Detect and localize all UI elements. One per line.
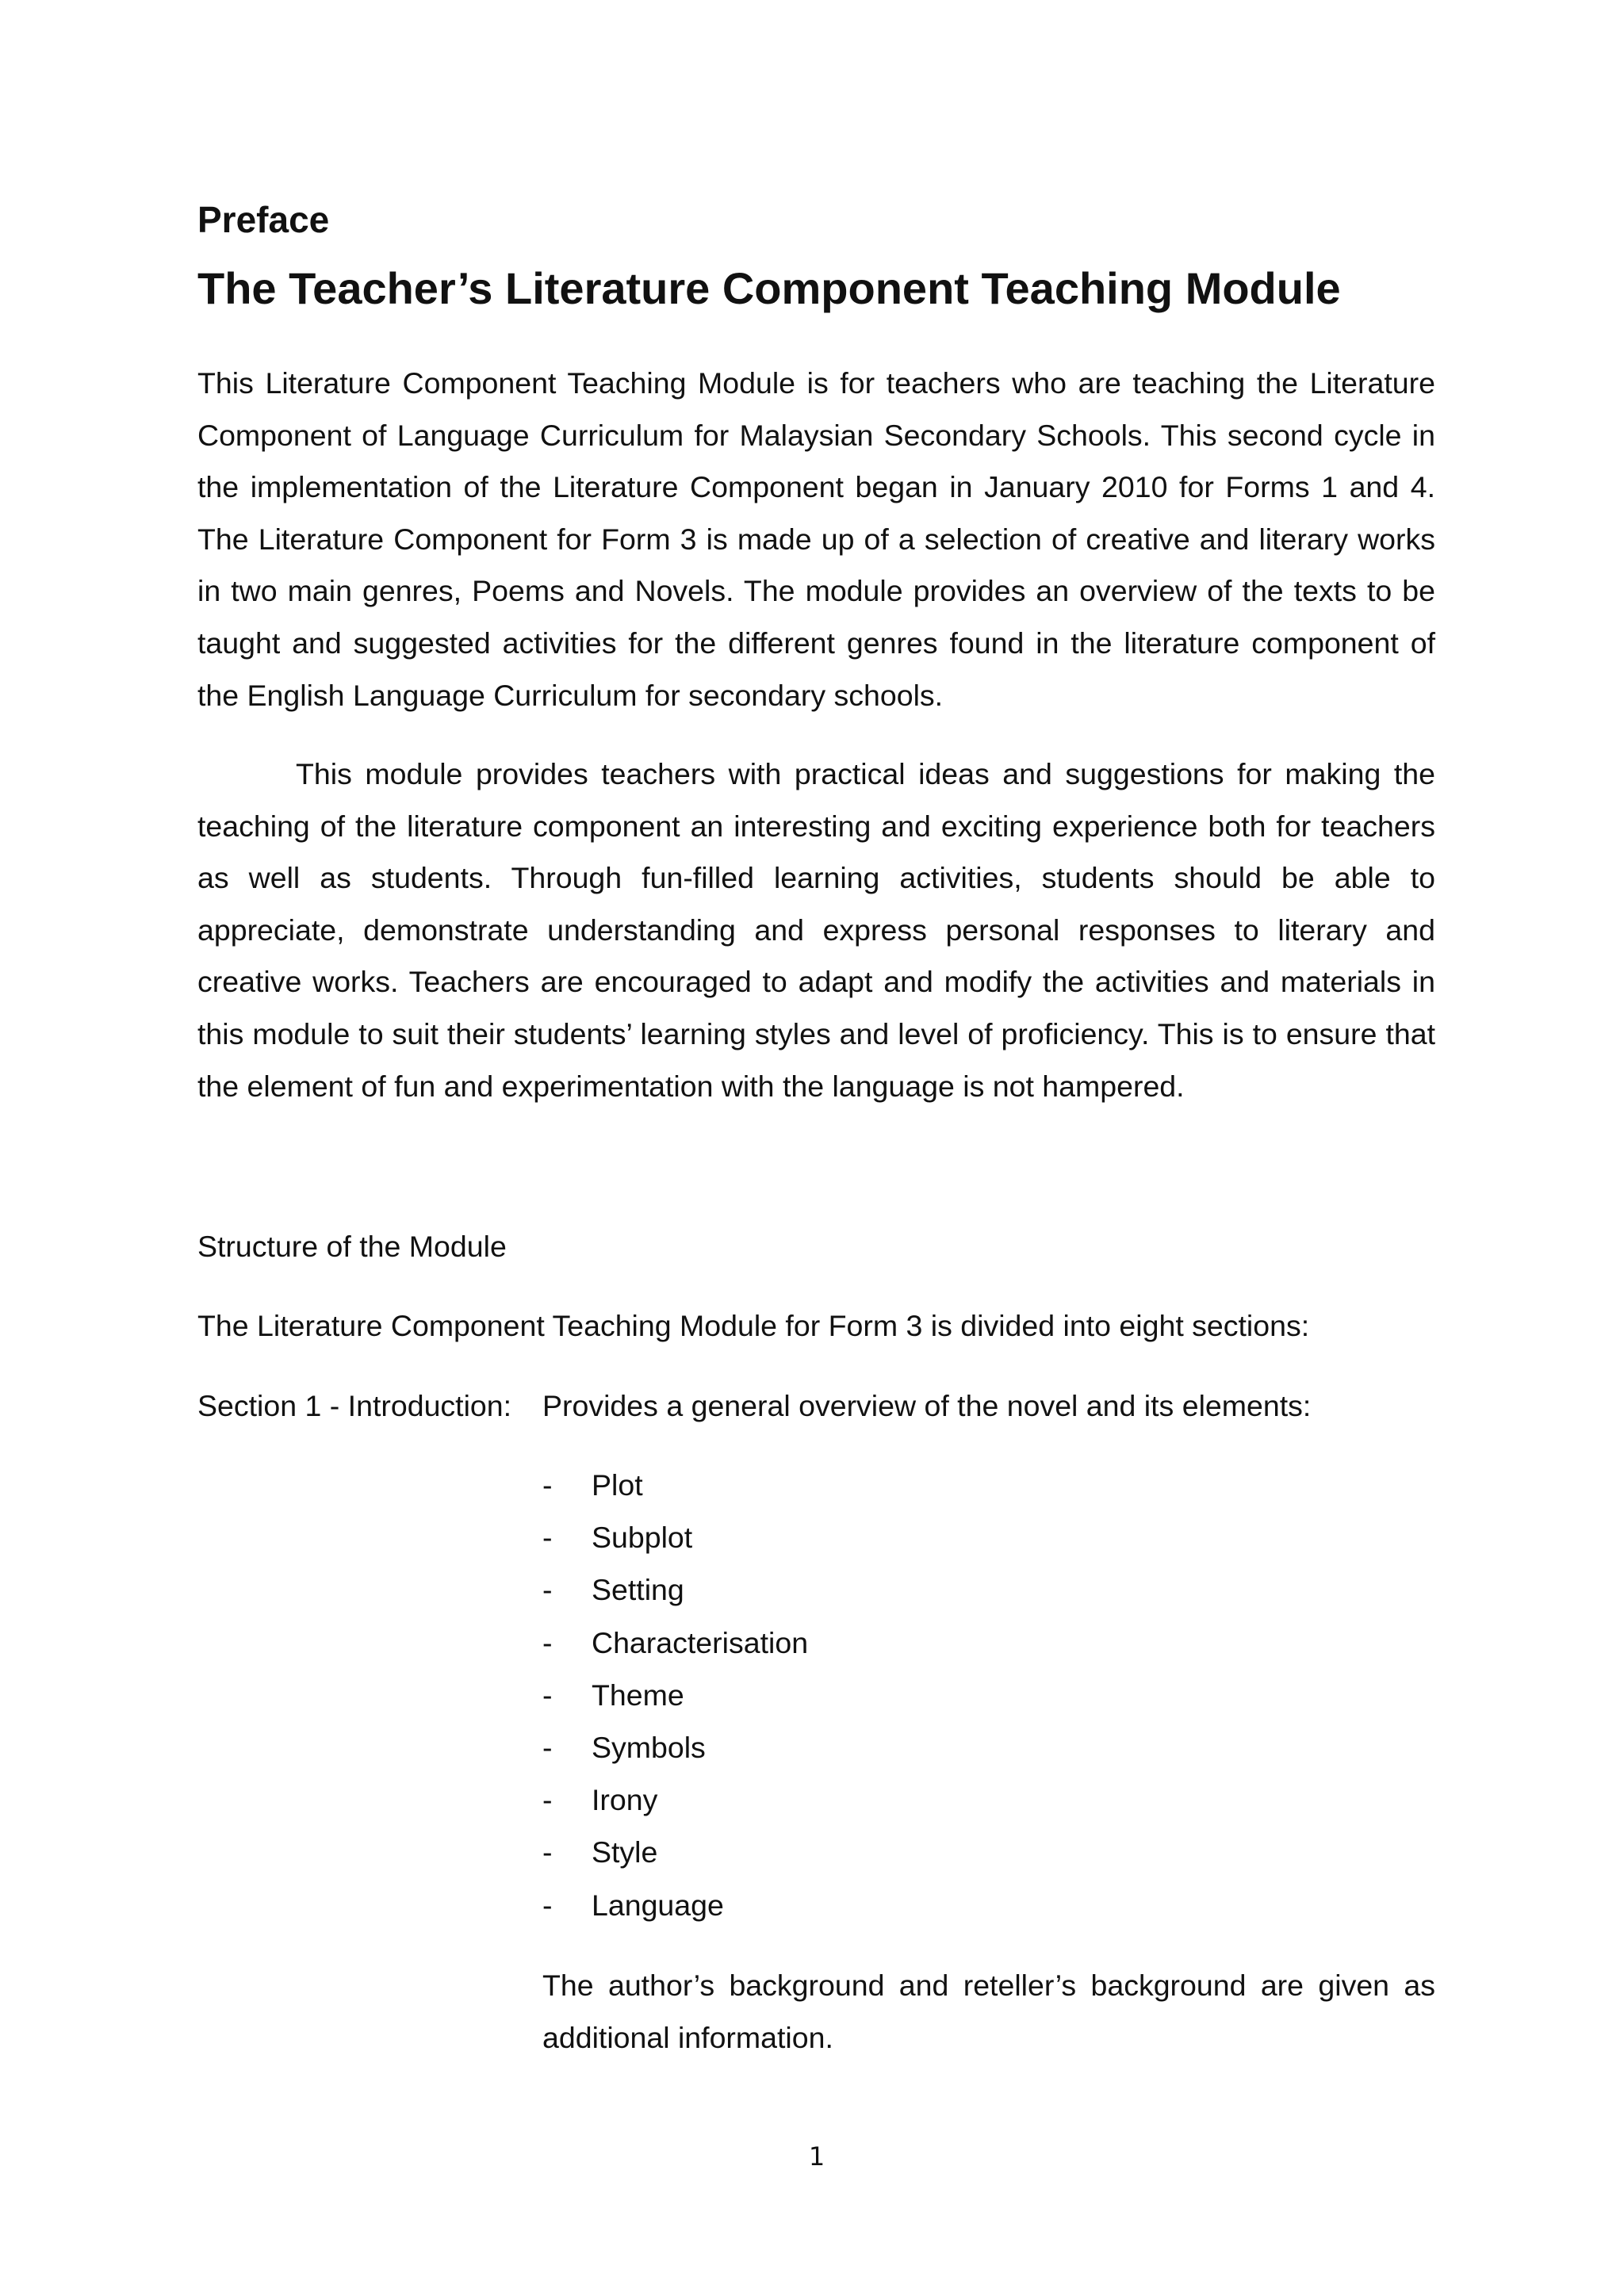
list-item-text: Irony [592,1783,658,1817]
list-item-text: Plot [592,1468,643,1502]
section-1-label: Section 1 - Introduction: [197,1389,512,1422]
page-number: 1 [808,2141,825,2172]
list-item-text: Language [592,1888,724,1922]
section-1-description: Provides a general overview of the novel and its elements: [542,1389,1312,1422]
structure-heading: Structure of the Module [197,1230,507,1263]
page-title: The Teacher’s Literature Component Teaching Module [197,263,1341,313]
list-item-text: Theme [592,1678,684,1712]
dash-bullet: - [542,1625,553,1659]
dash-bullet: - [542,1521,553,1555]
background-note: The author’s background and reteller’s background are given as additional information. [542,1969,1435,2054]
list-item-text: Setting [592,1573,684,1607]
dash-bullet: - [542,1730,553,1764]
purpose-paragraph: This module provides teachers with practical ideas and suggestions for making the teaching of the literature component an interesting and exciting experience both for teachers as well as students. Through fun-filled learning activities, students should be able to appreciate, demonstrate understanding and express personal responses to literary and creative works. Teachers are encouraged to adapt and modify the activities and materials in this module to suit their students’ learning styles and level of proficiency. This is to ensure that the element of fun and experimentation with the language is not hampered. [197,757,1435,1103]
dash-bullet: - [542,1468,553,1502]
list-item-text: Style [592,1835,658,1869]
dash-bullet: - [542,1573,553,1607]
list-item-text: Symbols [592,1730,706,1764]
preface-heading: Preface [197,199,330,240]
list-item-text: Characterisation [592,1625,809,1659]
dash-bullet: - [542,1888,553,1922]
dash-bullet: - [542,1835,553,1869]
dash-bullet: - [542,1678,553,1712]
structure-intro: The Literature Component Teaching Module for Form 3 is divided into eight sections: [197,1309,1310,1342]
dash-bullet: - [542,1783,553,1817]
list-item-text: Subplot [592,1521,693,1555]
intro-paragraph: This Literature Component Teaching Module is for teachers who are teaching the Literature Component of Language Curriculum for Malaysian Secondary Schools. This second cycle in the implementation of the Literature Component began in January 2010 for Forms 1 and 4. The Literature Component for Form 3 is made up of a selection of creative and literary works in two main genres, Poems and Novels. The module provides an overview of the texts to be taught and suggested activities for the different genres found in the literature component of the English Language Curriculum for secondary schools. [197,366,1435,712]
